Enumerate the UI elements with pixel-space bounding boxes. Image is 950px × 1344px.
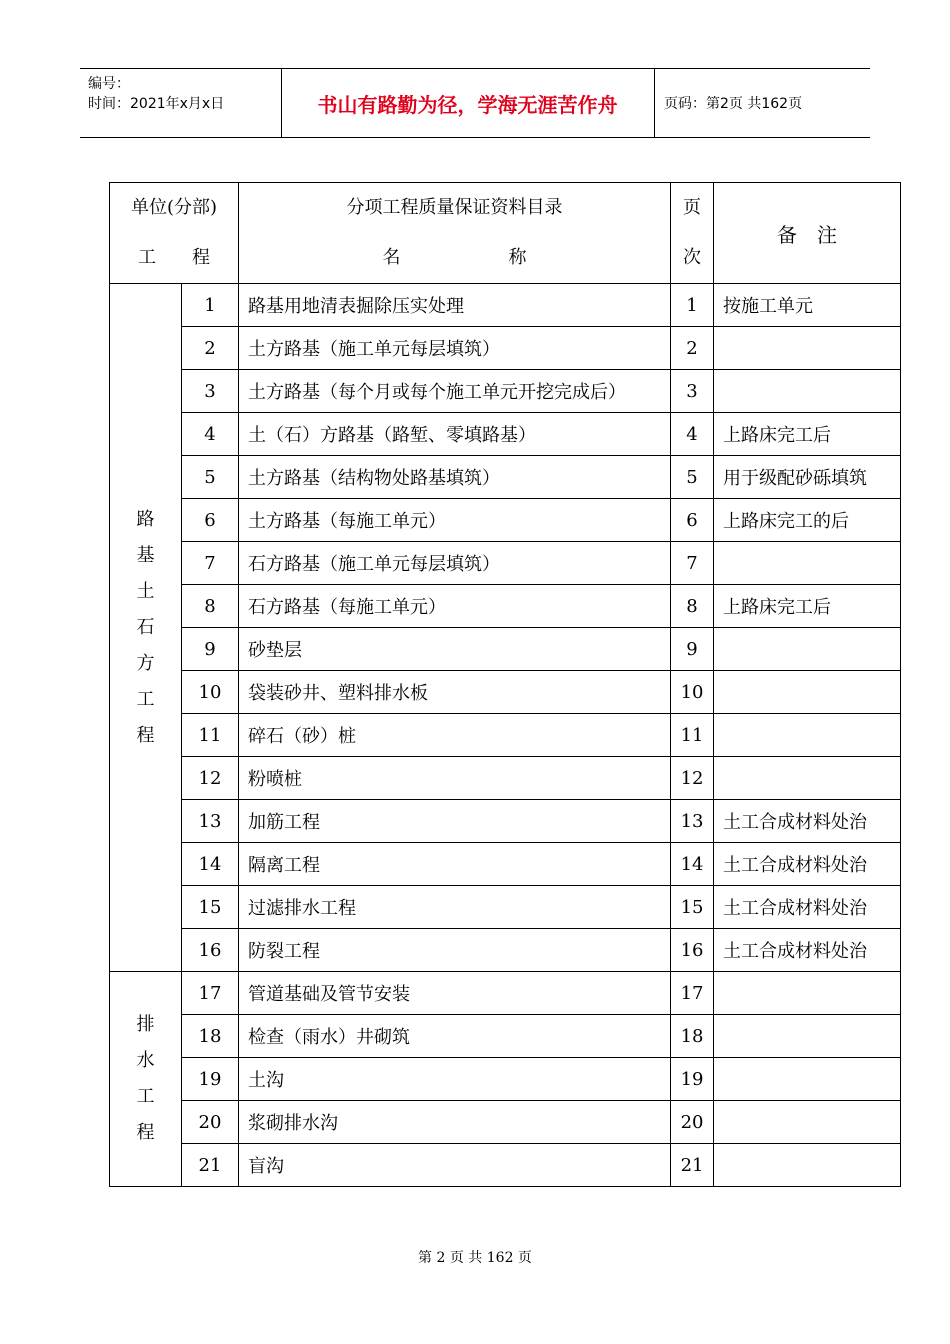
table-row	[110, 757, 901, 800]
row-remark	[714, 1101, 901, 1144]
document-header	[80, 68, 870, 138]
row-number: 16	[182, 929, 239, 972]
table-row	[110, 499, 901, 542]
row-number: 20	[182, 1101, 239, 1144]
quality-records-table	[109, 182, 901, 1187]
table-row	[110, 1015, 901, 1058]
table-row	[110, 886, 901, 929]
group-label: 排 水 工 程	[110, 972, 182, 1187]
row-number: 1	[182, 284, 239, 327]
table-header-row	[110, 183, 901, 284]
row-remark	[714, 327, 901, 370]
table-row	[110, 327, 901, 370]
row-remark	[714, 628, 901, 671]
row-name: 过滤排水工程	[239, 886, 671, 929]
row-page: 2	[671, 327, 714, 370]
row-name: 路基用地清表掘除压实处理	[239, 284, 671, 327]
row-page: 18	[671, 1015, 714, 1058]
row-remark	[714, 714, 901, 757]
row-page: 12	[671, 757, 714, 800]
table-row	[110, 1101, 901, 1144]
row-number: 18	[182, 1015, 239, 1058]
header-unit-cell	[110, 183, 239, 284]
row-name: 碎石（砂）桩	[239, 714, 671, 757]
row-number: 9	[182, 628, 239, 671]
row-page: 3	[671, 370, 714, 413]
table-row	[110, 542, 901, 585]
time-label: 时间：2021年x月x日	[88, 96, 225, 112]
row-name: 浆砌排水沟	[239, 1101, 671, 1144]
row-name: 加筋工程	[239, 800, 671, 843]
row-number: 4	[182, 413, 239, 456]
row-remark: 用于级配砂砾填筑	[714, 456, 901, 499]
group-label: 路 基 土 石 方 工 程	[110, 284, 182, 972]
row-number: 11	[182, 714, 239, 757]
table-row	[110, 929, 901, 972]
table-row	[110, 456, 901, 499]
header-motto: 书山有路勤为径，学海无涯苦作舟	[281, 69, 655, 137]
row-page: 17	[671, 972, 714, 1015]
row-remark	[714, 1144, 901, 1187]
row-name: 土方路基（施工单元每层填筑）	[239, 327, 671, 370]
row-number: 8	[182, 585, 239, 628]
row-name: 检查（雨水）井砌筑	[239, 1015, 671, 1058]
row-name: 粉喷桩	[239, 757, 671, 800]
table-row	[110, 972, 901, 1015]
header-unit-line2: 工 程	[138, 247, 210, 268]
header-name-cell	[239, 183, 671, 284]
row-page: 1	[671, 284, 714, 327]
row-remark	[714, 1015, 901, 1058]
row-name: 石方路基（每施工单元）	[239, 585, 671, 628]
table-row	[110, 714, 901, 757]
header-name-line1: 分项工程质量保证资料目录	[346, 197, 563, 218]
row-number: 21	[182, 1144, 239, 1187]
row-remark: 土工合成材料处治	[714, 886, 901, 929]
table-row	[110, 800, 901, 843]
header-page-line1: 页	[683, 197, 702, 218]
table-row	[110, 370, 901, 413]
row-page: 11	[671, 714, 714, 757]
header-remark-cell: 备 注	[714, 183, 901, 284]
row-name: 袋装砂井、塑料排水板	[239, 671, 671, 714]
row-page: 9	[671, 628, 714, 671]
row-remark	[714, 671, 901, 714]
row-name: 防裂工程	[239, 929, 671, 972]
row-page: 16	[671, 929, 714, 972]
row-name: 土方路基（每个月或每个施工单元开挖完成后）	[239, 370, 671, 413]
row-page: 4	[671, 413, 714, 456]
table-row	[110, 1144, 901, 1187]
row-page: 5	[671, 456, 714, 499]
row-number: 12	[182, 757, 239, 800]
row-remark: 上路床完工的后	[714, 499, 901, 542]
row-name: 土（石）方路基（路堑、零填路基）	[239, 413, 671, 456]
table-row	[110, 284, 901, 327]
row-number: 2	[182, 327, 239, 370]
row-remark: 上路床完工后	[714, 413, 901, 456]
row-page: 13	[671, 800, 714, 843]
row-name: 土方路基（每施工单元）	[239, 499, 671, 542]
row-number: 3	[182, 370, 239, 413]
row-name: 管道基础及管节安装	[239, 972, 671, 1015]
row-number: 13	[182, 800, 239, 843]
page-footer: 第 2 页 共 162 页	[418, 1250, 532, 1266]
row-page: 19	[671, 1058, 714, 1101]
table-row	[110, 585, 901, 628]
row-name: 土方路基（结构物处路基填筑）	[239, 456, 671, 499]
row-remark	[714, 542, 901, 585]
row-page: 8	[671, 585, 714, 628]
row-number: 6	[182, 499, 239, 542]
row-remark: 土工合成材料处治	[714, 843, 901, 886]
row-number: 7	[182, 542, 239, 585]
table-row	[110, 628, 901, 671]
row-remark: 上路床完工后	[714, 585, 901, 628]
row-number: 19	[182, 1058, 239, 1101]
row-page: 20	[671, 1101, 714, 1144]
row-page: 15	[671, 886, 714, 929]
table-row	[110, 671, 901, 714]
table-row	[110, 1058, 901, 1101]
row-remark: 土工合成材料处治	[714, 929, 901, 972]
row-number: 15	[182, 886, 239, 929]
row-number: 10	[182, 671, 239, 714]
row-name: 隔离工程	[239, 843, 671, 886]
header-unit-line1: 单位(分部)	[130, 197, 218, 218]
row-number: 5	[182, 456, 239, 499]
row-page: 21	[671, 1144, 714, 1187]
header-name-line2: 名 称	[382, 247, 527, 268]
row-remark	[714, 370, 901, 413]
row-name: 土沟	[239, 1058, 671, 1101]
row-remark: 土工合成材料处治	[714, 800, 901, 843]
row-page: 7	[671, 542, 714, 585]
row-remark: 按施工单元	[714, 284, 901, 327]
row-remark	[714, 972, 901, 1015]
row-name: 石方路基（施工单元每层填筑）	[239, 542, 671, 585]
header-page-info: 页码：第2页 共162页	[664, 96, 803, 112]
row-name: 盲沟	[239, 1144, 671, 1187]
row-name: 砂垫层	[239, 628, 671, 671]
header-meta	[80, 69, 282, 137]
code-label: 编号：	[88, 76, 130, 92]
header-page-line2: 次	[683, 247, 702, 268]
header-page-cell	[671, 183, 714, 284]
table-row	[110, 413, 901, 456]
row-remark	[714, 1058, 901, 1101]
row-page: 6	[671, 499, 714, 542]
row-page: 10	[671, 671, 714, 714]
row-remark	[714, 757, 901, 800]
row-page: 14	[671, 843, 714, 886]
row-number: 17	[182, 972, 239, 1015]
table-row	[110, 843, 901, 886]
row-number: 14	[182, 843, 239, 886]
